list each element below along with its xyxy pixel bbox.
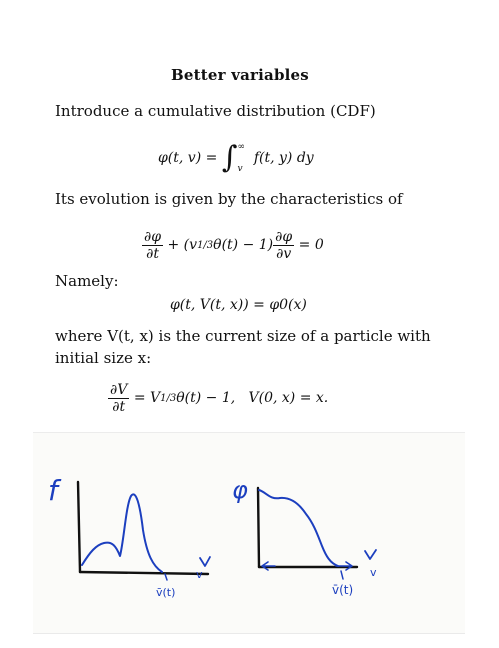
ode-frac: $\frac{\partial V}{\partial t}$: [110, 381, 128, 415]
lower-limit: v: [237, 164, 243, 174]
integrand: f(t, y) dy: [253, 150, 314, 166]
pde-power: 1/3: [197, 239, 214, 251]
left-x-label: v: [196, 568, 203, 581]
upper-limit: ∞: [237, 142, 245, 152]
where-text-line1: where V(t, x) is the current size of a particle with: [55, 327, 431, 345]
right-cdf-curve: [259, 490, 338, 566]
ode-rhs-a: = V: [133, 390, 161, 406]
ode-power: 1/3: [160, 392, 177, 404]
right-y-label: φ: [232, 476, 248, 504]
left-y-label: f: [48, 474, 58, 507]
right-mark-label: v̄(t): [332, 583, 354, 597]
right-left-arrow: [262, 562, 275, 570]
right-right-arrow: [336, 562, 352, 570]
pde-frac-t: $\frac{\partial\varphi}{\partial t}$: [144, 228, 162, 262]
right-y-axis: [258, 488, 259, 567]
left-x-axis: [80, 572, 208, 574]
cdf-lhs: φ(t, v) =: [158, 150, 218, 166]
intro-text: Introduce a cumulative distribution (CDF): [55, 102, 376, 120]
right-x-label: v: [370, 566, 377, 579]
pde-middle: + (v: [167, 237, 198, 253]
evolution-text: Its evolution is given by the characteristics of: [55, 190, 403, 208]
integral-sign: ∫: [221, 140, 238, 175]
right-x-tick: [365, 550, 376, 559]
page-title: Better variables: [171, 66, 309, 84]
ode-rhs-b: θ(t) − 1,: [176, 390, 236, 406]
left-x-tick: [200, 557, 210, 566]
pde-frac-v: $\frac{\partial\varphi}{\partial v}$: [275, 228, 293, 262]
left-mark-label: v̄(t): [156, 586, 176, 599]
namely-equation: φ(t, V(t, x)) = φ0(x): [170, 297, 307, 313]
pde-rhs: = 0: [298, 237, 324, 253]
ode-initial-condition: V(0, x) = x.: [248, 390, 329, 406]
namely-text: Namely:: [55, 272, 119, 290]
left-density-curve: [82, 494, 162, 572]
where-text-line2: initial size x:: [55, 349, 152, 367]
right-mark-tick: [341, 571, 343, 579]
left-y-axis: [78, 482, 80, 572]
pde-theta: θ(t) − 1): [213, 237, 274, 253]
left-mark-tick: [165, 574, 167, 580]
